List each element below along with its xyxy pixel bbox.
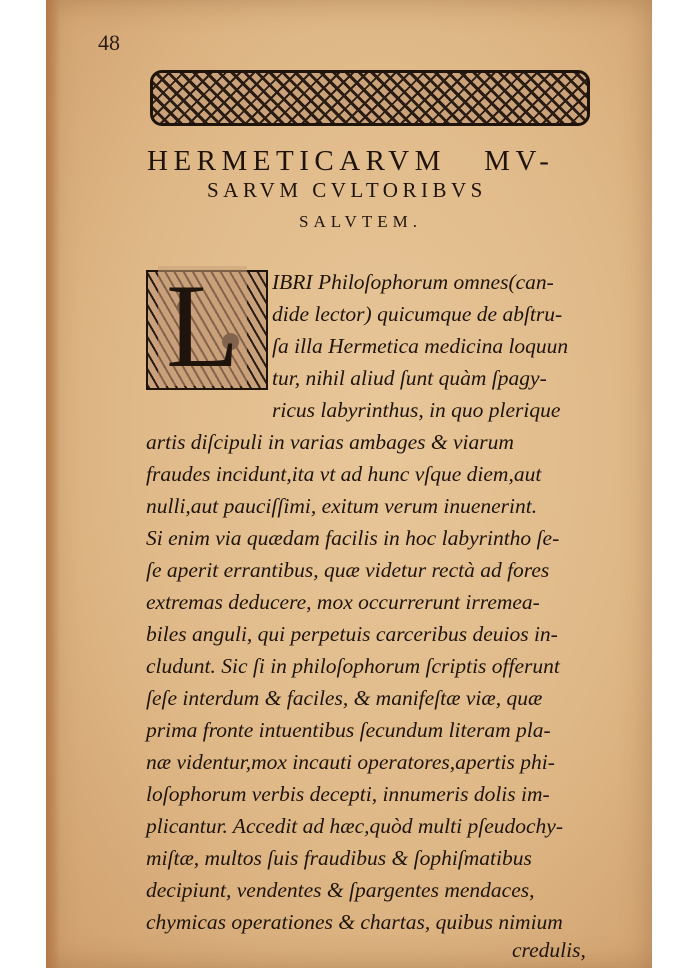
body-line: loſophorum verbis decepti, innumeris dolis im- [146, 782, 550, 806]
body-line: credulis, [512, 938, 586, 962]
body-line: artis diſcipuli in varias ambages & viarum [146, 430, 514, 454]
body-line: ricus labyrinthus, in quo plerique [272, 398, 561, 422]
decorated-initial [146, 259, 268, 392]
body-line: miſtæ, multos ſuis fraudibus & ſophiſmatibus [146, 846, 532, 870]
body-line: prima fronte intuentibus ſecundum literam pla- [146, 718, 551, 742]
heading-line-3: SALVTEM. [299, 212, 422, 231]
body-line: extremas deducere, mox occurrerunt irremea- [146, 590, 540, 614]
heading-line-2: SARVM CVLTORIBVS [207, 178, 487, 202]
body-line: fraudes incidunt,ita vt ad hunc vſque diem,aut [146, 462, 542, 486]
body-line: nulli,aut pauciſſimi, exitum verum inuenerint. [146, 494, 538, 518]
body-line: decipiunt, vendentes & ſpargentes mendaces, [146, 878, 535, 902]
body-line: næ videntur,mox incauti operatores,apertis phi- [146, 750, 555, 774]
body-line: ſe aperit errantibus, quæ videtur rectà ad fores [146, 558, 550, 582]
body-line: IBRI Philoſophorum omnes(can- [272, 270, 554, 294]
body-line: ſa illa Hermetica medicina loquun [272, 334, 569, 358]
body-line: cludunt. Sic ſi in philoſophorum ſcriptis offerunt [146, 654, 560, 678]
body-line: Si enim via quædam facilis in hoc labyrintho ſe- [146, 526, 560, 550]
page-spine-shadow [46, 0, 60, 968]
body-line: dide lector) quicumque de abſtru- [272, 302, 563, 326]
body-line: ſeſe interdum & faciles, & manifeſtæ viæ, quæ [146, 686, 543, 710]
body-line: biles anguli, qui perpetuis carceribus deuios in- [146, 622, 558, 646]
initial-letter: L [158, 266, 247, 386]
body-line: plicantur. Accedit ad hæc,quòd multi pſeudochy- [146, 814, 563, 838]
heading-line-1: HERMETICARVM MV- [147, 145, 555, 177]
body-line: chymicas operationes & chartas, quibus nimium [146, 910, 563, 934]
page-number: 48 [98, 30, 120, 55]
body-line: tur, nihil aliud ſunt quàm ſpagy- [272, 366, 547, 390]
decorative-headpiece [150, 70, 590, 126]
